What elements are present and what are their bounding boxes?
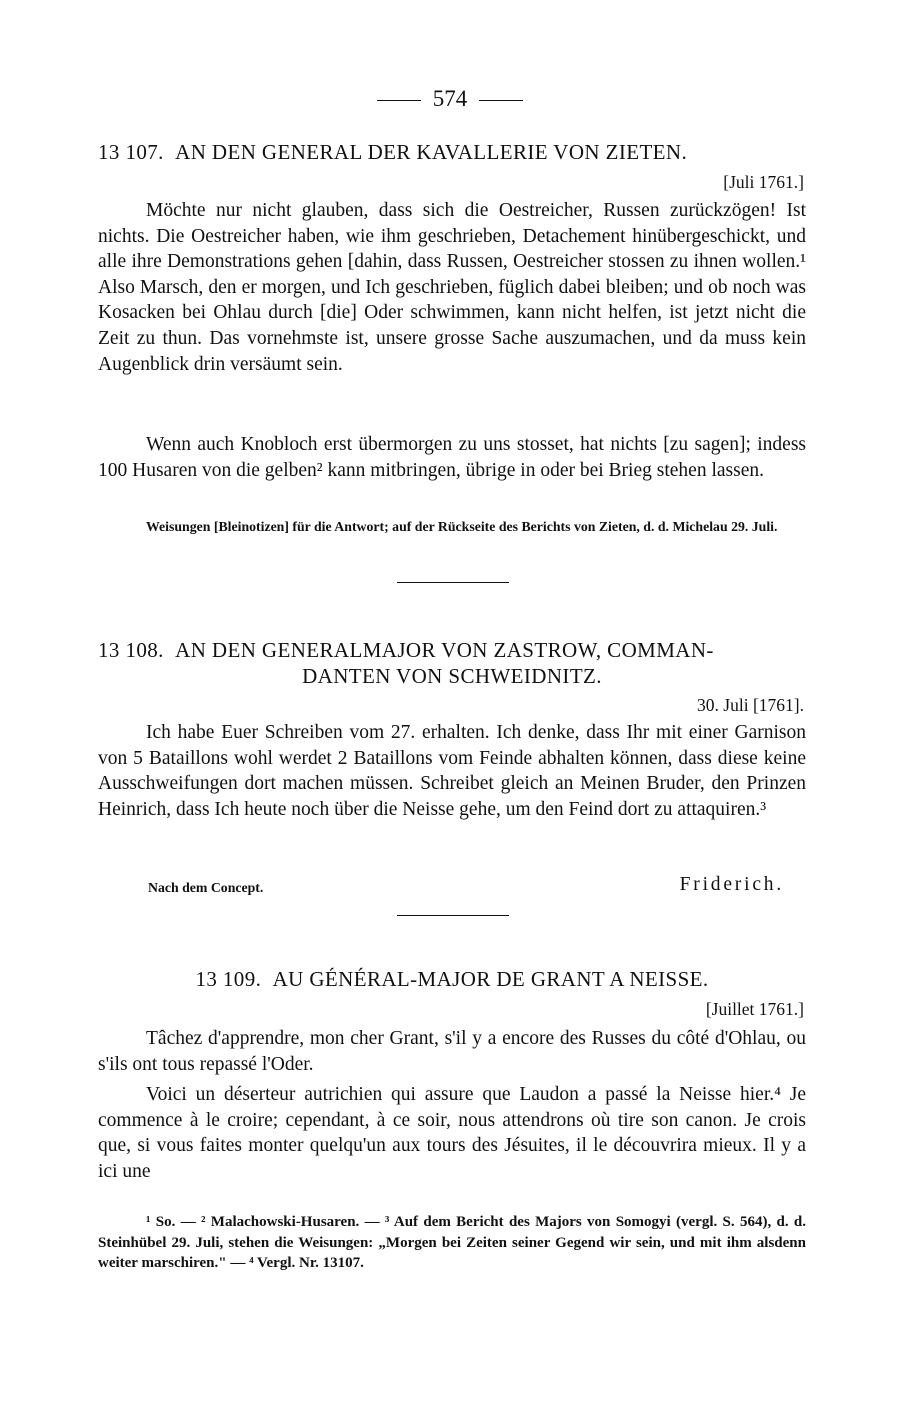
letter-heading [98, 638, 806, 663]
letter-number: 13 107. [98, 140, 164, 164]
letter-date: [Juillet 1761.] [705, 999, 804, 1019]
page-number-text: 574 [432, 86, 468, 111]
letter-heading [98, 140, 806, 165]
section-divider [397, 915, 509, 916]
letter-paragraph: Voici un déserteur autrichien qui assure que Laudon a passé la Neisse hier.⁴ Je commence à le croire; cependant, à ce soir, nous attendrons où tire son canon. Je crois que, si vous faites monter quelqu'un aux tours des Jésuites, il le découvrira mieux. Il y a ici une [98, 1084, 806, 1182]
page-number-right-dash [479, 100, 523, 101]
letter-recipient: AN DEN GENERAL DER KAVALLERIE VON ZIETEN. [175, 140, 688, 164]
page-number-left-dash [377, 100, 421, 101]
letter-recipient: AN DEN GENERALMAJOR VON ZASTROW, COMMAN- [175, 638, 714, 662]
signature: Friderich. [679, 874, 784, 895]
letter-heading-continued: DANTEN VON SCHWEIDNITZ. [302, 664, 602, 688]
letter-paragraph: Ich habe Euer Schreiben vom 27. erhalten. Ich denke, dass Ihr mit einer Garnison von 5 Bataillons wohl werdet 2 Bataillons vom Feinde abhalten können, dass diese keine Ausschweifungen dort machen müssen. Schreibet gleich an Meinen Bruder, den Prinzen Heinrich, dass Ich heute noch über die Neisse gehe, um den Feind dort zu attaquiren.³ [98, 722, 806, 820]
page-number [0, 86, 900, 112]
letter-paragraph: Möchte nur nicht glauben, dass sich die Oestreicher, Russen zurückzögen! Ist nichts. Die Oestreicher haben, wie ihm geschrieben, Detachement hinübergeschickt, und alle ihre Demonstrations gehen [dahin, dass Russen, Oestreicher stossen zu ihnen wollen.¹ Also Marsch, den er morgen, und Ich geschrieben, füglich dabei bleiben; und ob noch was Kosacken bei Ohlau durch [die] Oder schwimmen, kann nicht helfen, ist jetzt nicht die Zeit zu thun. Das vornehmste ist, unsere grosse Sache auszumachen, und da muss kein Augenblick drin versäumt sein. [98, 200, 806, 375]
letter-heading [98, 967, 806, 992]
letter-paragraph: Wenn auch Knobloch erst übermorgen zu uns stosset, hat nichts [zu sagen]; indess 100 Husaren von die gelben² kann mitbringen, übrige in oder bei Brieg stehen lassen. [98, 434, 806, 481]
editorial-note: Weisungen [Bleinotizen] für die Antwort; auf der Rückseite des Berichts von Zieten, d. d. Michelau 29. Juli. [146, 519, 778, 534]
section-divider [397, 582, 509, 583]
footnotes: ¹ So. — ² Malachowski-Husaren. — ³ Auf dem Bericht des Majors von Somogyi (vergl. S. 564), d. d. Steinhübel 29. Juli, stehen die Weisungen: „Morgen bei Zeiten seiner Gegend wir sein, und mit ihm alsdenn weiter marschiren." — ⁴ Vergl. Nr. 13107. [98, 1214, 806, 1271]
letter-number: 13 108. [98, 638, 164, 662]
letter-recipient: AU GÉNÉRAL-MAJOR DE GRANT A NEISSE. [272, 967, 709, 991]
letter-date: [Juli 1761.] [723, 172, 804, 192]
source-note: Nach dem Concept. [148, 880, 264, 895]
letter-paragraph: Tâchez d'apprendre, mon cher Grant, s'il y a encore des Russes du côté d'Ohlau, ou s'ils ont tous repassé l'Oder. [98, 1028, 806, 1075]
letter-date: 30. Juli [1761]. [697, 695, 804, 715]
letter-number: 13 109. [195, 967, 262, 991]
